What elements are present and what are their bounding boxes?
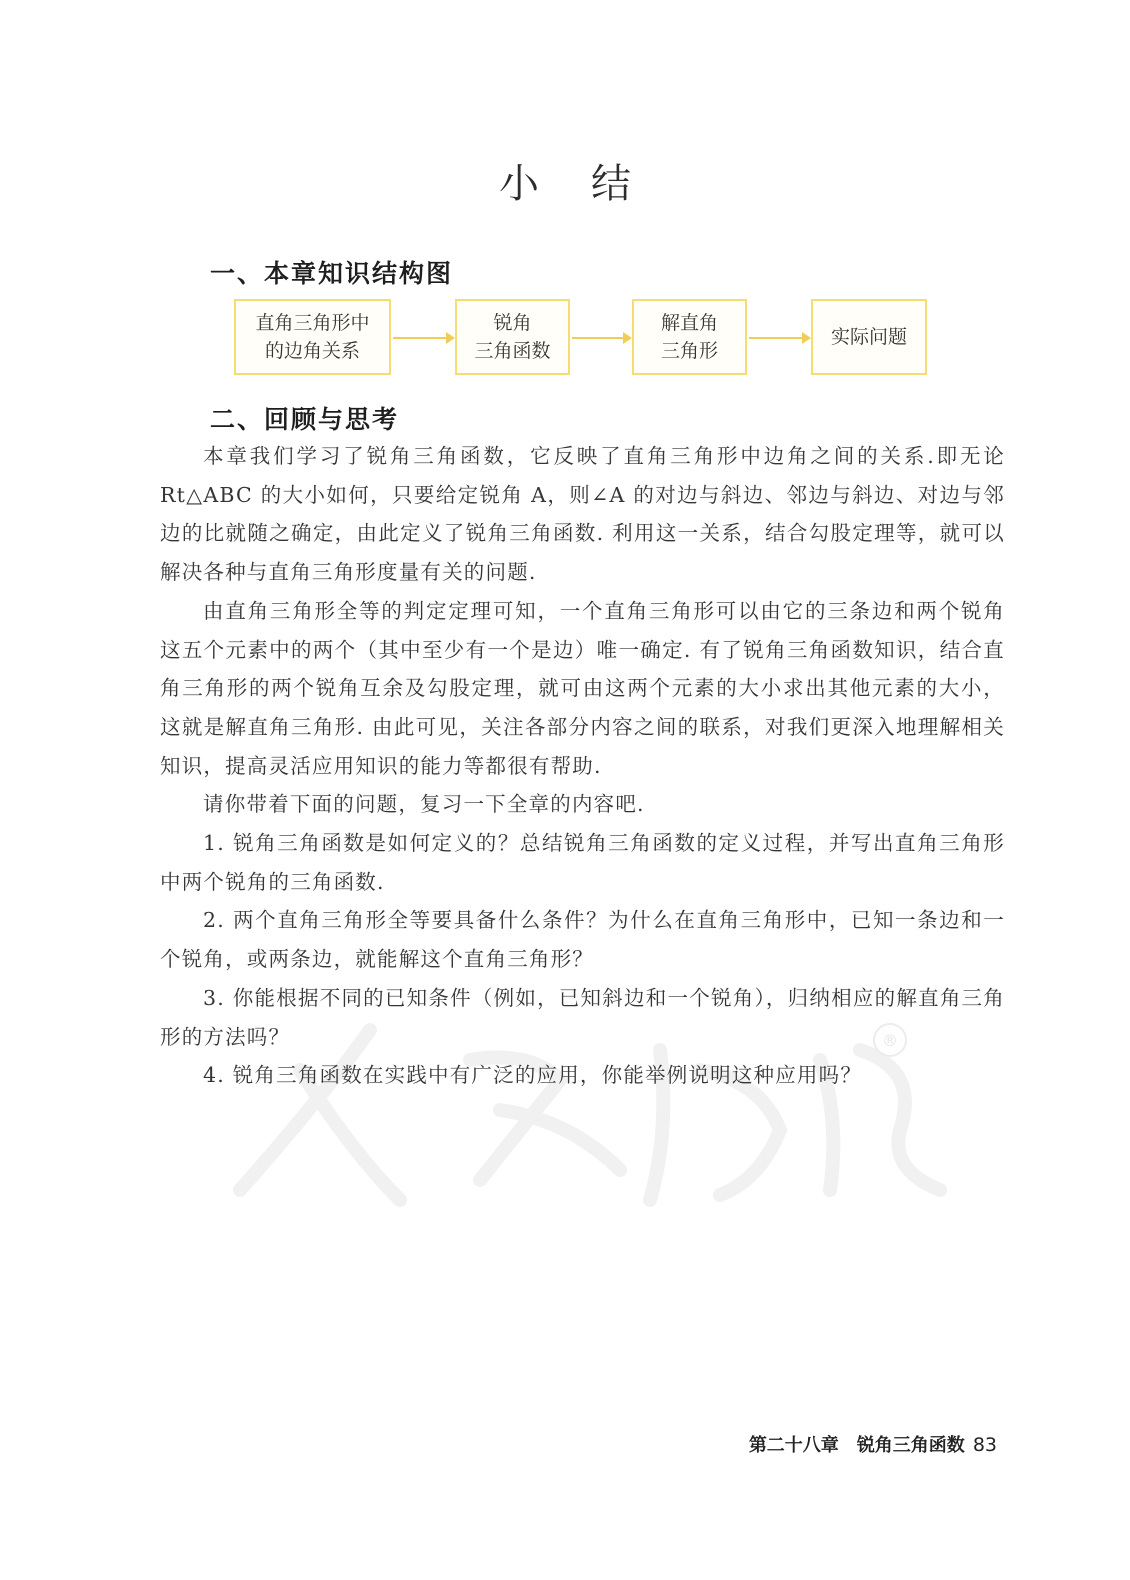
flow-box-line: 的边角关系 [264, 340, 360, 362]
flow-box-edge-angle-relation [234, 299, 391, 375]
flow-box-line: 直角三角形中 [255, 312, 370, 334]
review-question: 1. 锐角三角函数是如何定义的？总结锐角三角函数的定义过程，并写出直角三角形中两个锐角的三角函数. [160, 831, 1005, 894]
flow-box-line: 三角函数 [474, 340, 551, 362]
flow-box-line: 锐角 [493, 312, 532, 334]
review-body [160, 437, 1005, 1095]
page-title: 小结 [499, 161, 683, 207]
footer-chapter: 第二十八章 [748, 1435, 839, 1456]
paragraph: 本章我们学习了锐角三角函数，它反映了直角三角形中边角之间的关系.即无论 Rt△ABC 的大小如何，只要给定锐角 A，则∠A 的对边与斜边、邻边与斜边、对边与邻边的比就随之确定，由此定义了锐角三角函数. 利用这一关系，结合勾股定理等，就可以解决各种与直角三角形度量有关的问题. [160, 444, 1005, 585]
section-heading-review: 二、回顾与思考 [210, 405, 400, 434]
flow-box-practical-problems [811, 299, 927, 375]
footer-chapter-title: 锐角三角函数 [856, 1435, 965, 1456]
flow-arrow [393, 337, 453, 339]
paragraph: 由直角三角形全等的判定定理可知，一个直角三角形可以由它的三条边和两个锐角这五个元素中的两个（其中至少有一个是边）唯一确定. 有了锐角三角函数知识，结合直角三角形的两个锐角互余及勾股定理，就可由这两个元素的大小求出其他元素的大小，这就是解直角三角形. 由此可见，关注各部分内容之间的联系，对我们更深入地理解相关知识，提高灵活应用知识的能力等都很有帮助. [160, 598, 1005, 778]
review-question: 3. 你能根据不同的已知条件（例如，已知斜边和一个锐角），归纳相应的解直角三角形的方法吗？ [160, 985, 1005, 1049]
watermark-mark: ® [882, 1031, 898, 1050]
flow-box-line: 三角形 [660, 340, 718, 362]
flow-box-trig-functions [455, 299, 570, 375]
flow-box-line: 实际问题 [830, 326, 907, 348]
paragraph: 请你带着下面的问题，复习一下全章的内容吧. [203, 792, 645, 817]
flow-box-line: 解直角 [660, 312, 718, 334]
review-question: 2. 两个直角三角形全等要具备什么条件？为什么在直角三角形中，已知一条边和一个锐角，或两条边，就能解这个直角三角形？ [160, 908, 1005, 972]
watermark-stroke [500, 1110, 620, 1170]
page-footer [749, 1431, 997, 1457]
flow-box-solve-triangle [632, 299, 747, 375]
knowledge-flowchart [0, 0, 1130, 400]
flow-arrow [749, 337, 809, 339]
page-number: 83 [972, 1434, 997, 1456]
flow-arrow [572, 337, 630, 339]
section-heading-knowledge-map: 一、本章知识结构图 [210, 259, 454, 288]
review-question: 4. 锐角三角函数在实践中有广泛的应用，你能举例说明这种应用吗？ [203, 1063, 863, 1088]
